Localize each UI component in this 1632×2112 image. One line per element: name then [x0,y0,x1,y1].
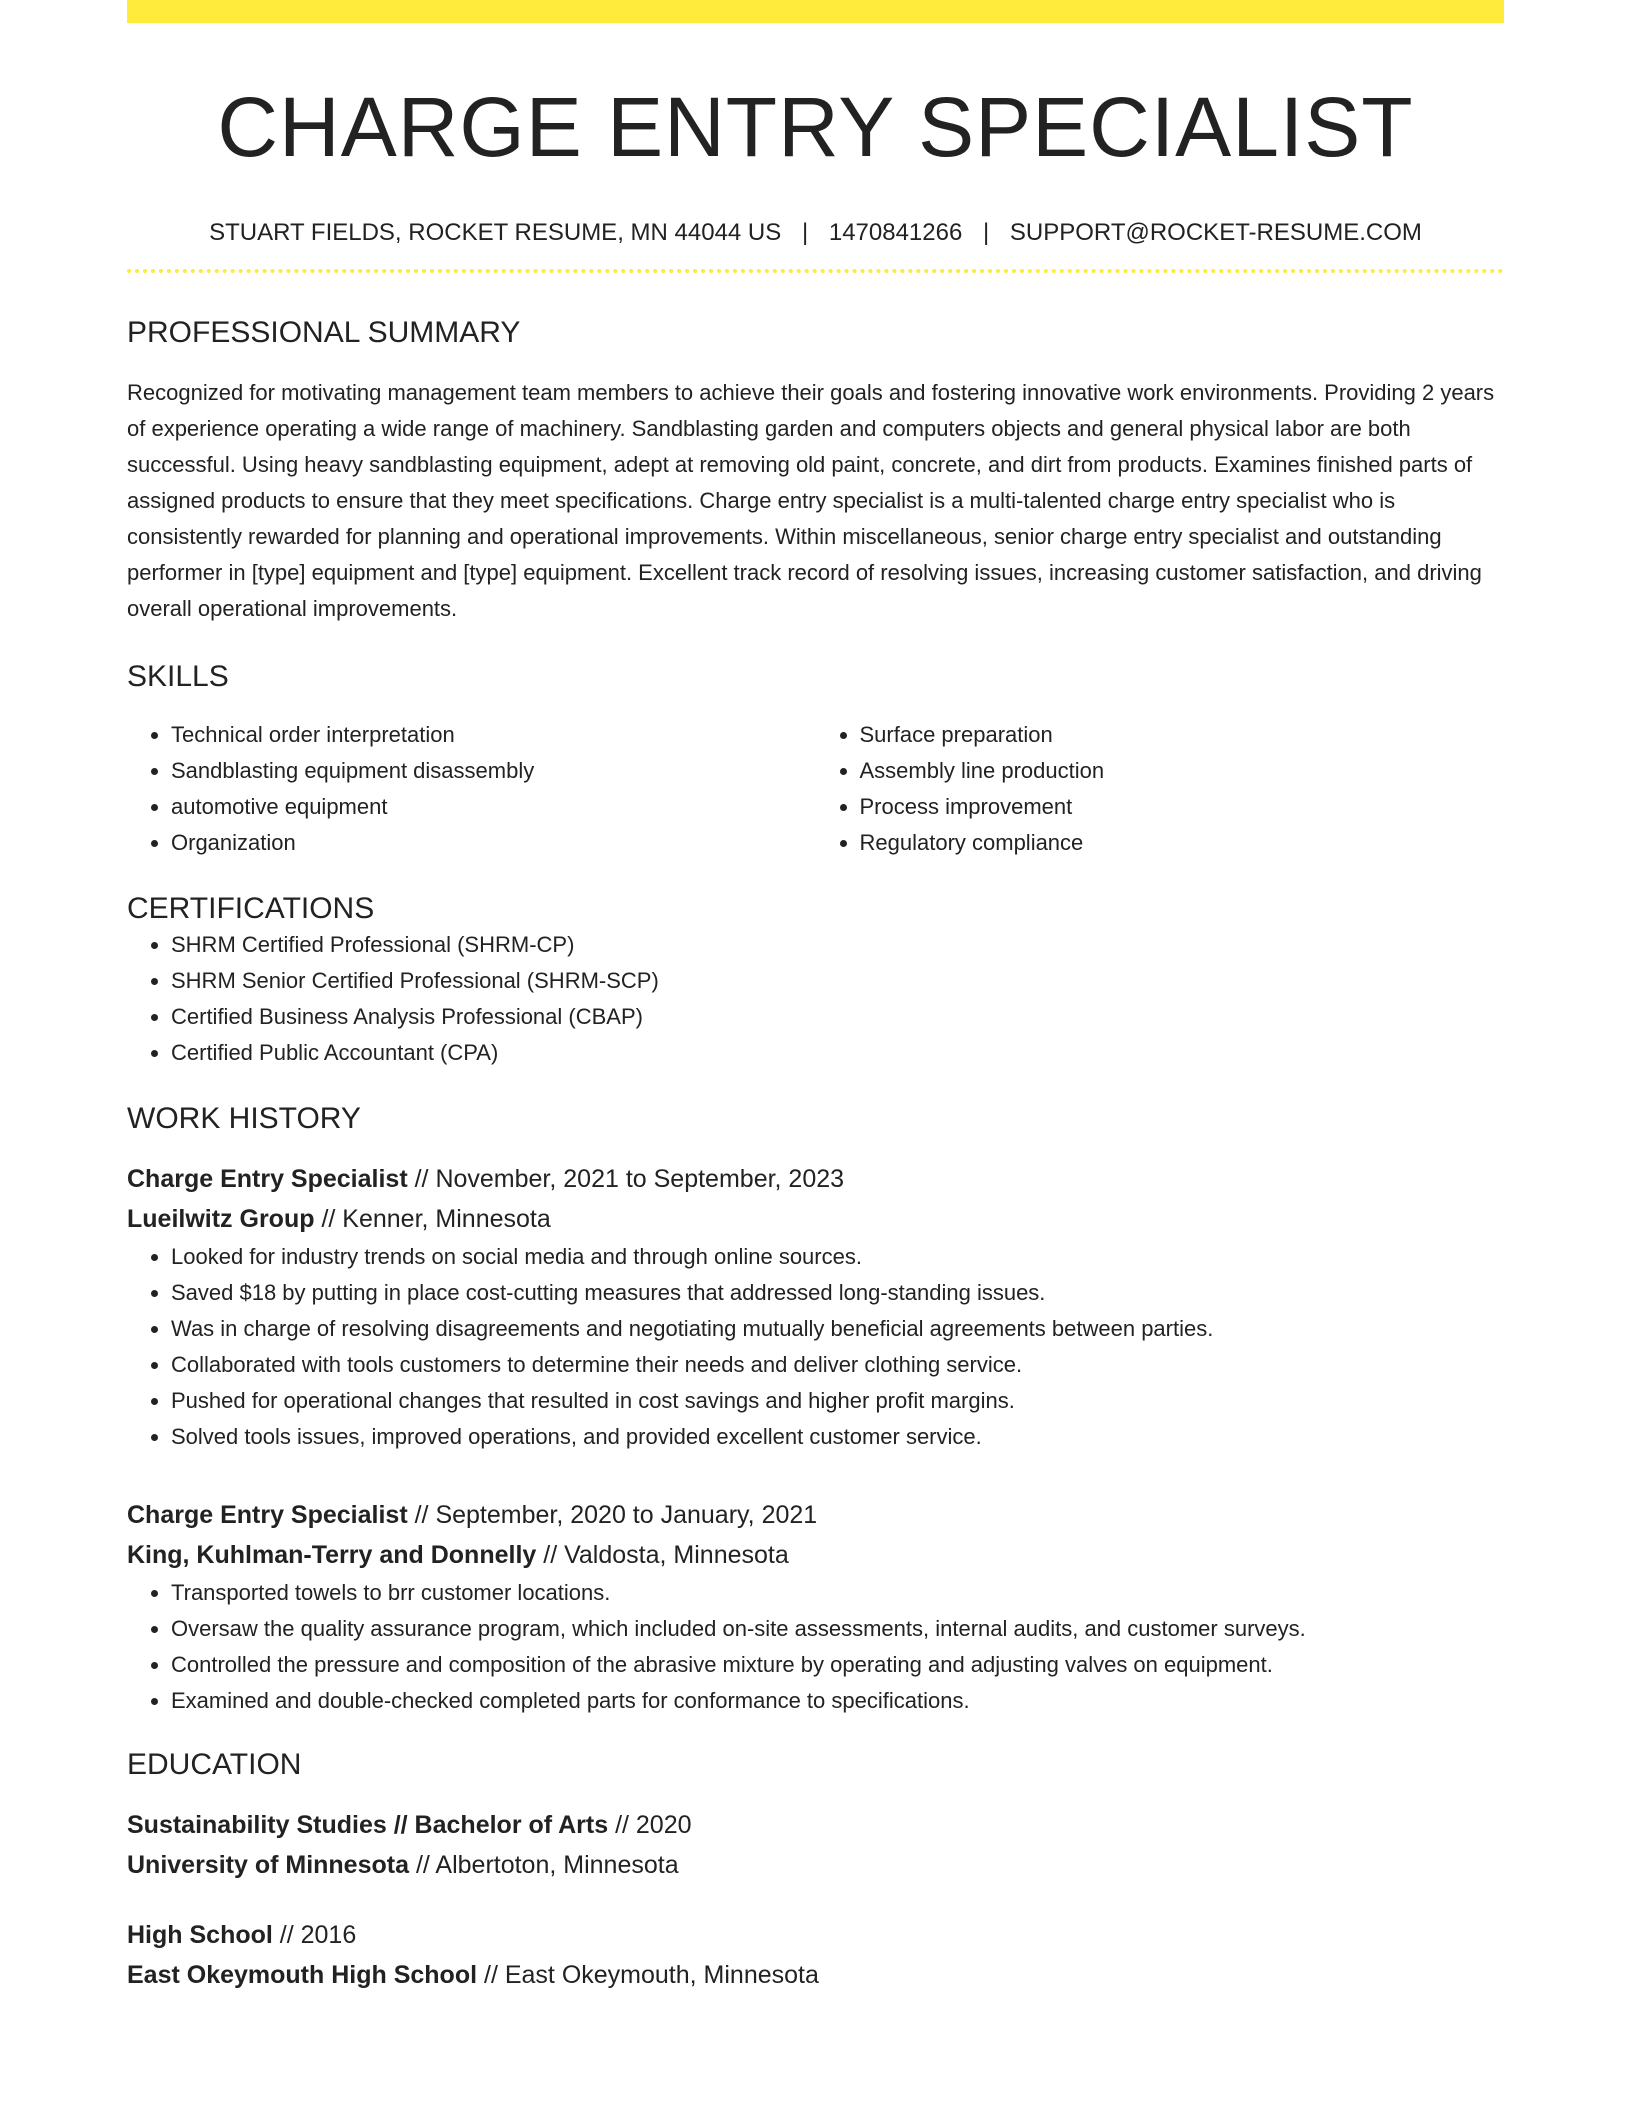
contact-address: STUART FIELDS, ROCKET RESUME, MN 44044 US [209,219,782,247]
education-section [127,1747,1504,1995]
job-bullet: • Saved $18 by putting in place cost-cutting measures that addressed long-standing issues. [171,1275,1504,1311]
job-bullet: • Was in charge of resolving disagreements and negotiating mutually beneficial agreements between parties. [171,1311,1504,1347]
skills-list-right [816,717,1505,861]
section-title-certifications: CERTIFICATIONS [127,892,375,926]
education-location: // East Okeymouth, Minnesota [477,1961,819,1990]
job-entry [127,1159,1504,1455]
education-location: // Albertoton, Minnesota [409,1851,679,1880]
section-title-summary: PROFESSIONAL SUMMARY [127,316,521,350]
education-year: // 2020 [608,1811,692,1840]
certification-item: • SHRM Certified Professional (SHRM-CP) [171,927,1504,963]
education-entry [127,1805,1504,1885]
education-year: // 2016 [272,1921,357,1950]
job-role: Charge Entry Specialist [127,1165,408,1194]
skill-item: • Assembly line production [860,753,1505,789]
education-school: University of Minnesota [127,1851,409,1880]
job-location: // Kenner, Minnesota [314,1205,551,1234]
skill-item: • Technical order interpretation [171,717,816,753]
job-bullets [127,1239,1504,1455]
job-header [127,1495,1504,1575]
skills-grid [127,717,1504,861]
certifications-list [127,927,1504,1071]
education-degree: High School [127,1921,273,1950]
resume-title: CHARGE ENTRY SPECIALIST [217,80,1414,174]
job-bullet: • Oversaw the quality assurance program, which included on-site assessments, internal audits, and customer surveys. [171,1611,1504,1647]
certification-item: • Certified Public Accountant (CPA) [171,1035,1504,1071]
job-bullet: • Examined and double-checked completed parts for conformance to specifications. [171,1683,1504,1719]
contact-line [127,217,1504,249]
skill-item: • Organization [171,825,816,861]
certifications-section [127,891,1504,1071]
work-history-section [127,1101,1504,1719]
education-degree-line [127,1915,1504,1955]
job-dates: // November, 2021 to September, 2023 [407,1165,845,1194]
certification-item: • Certified Business Analysis Professional (CBAP) [171,999,1504,1035]
skills-list-left [127,717,816,861]
job-bullet: • Transported towels to brr customer locations. [171,1575,1504,1611]
education-entry [127,1915,1504,1995]
summary-text: Recognized for motivating management team members to achieve their goals and fostering innovative work environments. Providing 2 years of experience operating a wide range of machinery. Sandblasting garden and computers objects and general physical labor are both successful. Using heavy sandblasting equipment, adept at removing old paint, concrete, and dirt from products. Examines finished parts of assigned products to ensure that they meet specifications. Charge entry specialist is a multi-talented charge entry specialist who is consistently rewarded for planning and operational improvements. Within miscellaneous, senior charge entry specialist and outstanding performer in [type] equipment and [type] equipment. Excellent track record of resolving issues, increasing customer satisfaction, and driving overall operational improvements. [127,380,1495,622]
professional-summary-section [127,315,1504,627]
job-header [127,1159,1504,1239]
education-school-line [127,1955,1504,1995]
education-degree-line [127,1805,1504,1845]
contact-separator: | [983,219,990,247]
section-title-work-history: WORK HISTORY [127,1102,361,1136]
skill-item: • Process improvement [860,789,1505,825]
job-dates: // September, 2020 to January, 2021 [407,1501,818,1530]
header-divider [127,269,1504,273]
job-entry [127,1495,1504,1719]
job-company: King, Kuhlman-Terry and Donnelly [127,1541,537,1570]
job-bullet: • Solved tools issues, improved operations, and provided excellent customer service. [171,1419,1504,1455]
job-role: Charge Entry Specialist [127,1501,408,1530]
section-title-education: EDUCATION [127,1748,302,1782]
skill-item: • Sandblasting equipment disassembly [171,753,816,789]
job-company-line [127,1199,1504,1239]
job-bullets [127,1575,1504,1719]
education-school-line [127,1845,1504,1885]
job-company: Lueilwitz Group [127,1205,315,1234]
job-bullet: • Collaborated with tools customers to determine their needs and deliver clothing service. [171,1347,1504,1383]
certification-item: • SHRM Senior Certified Professional (SHRM-SCP) [171,963,1504,999]
contact-phone: 1470841266 [828,219,963,247]
job-company-line [127,1535,1504,1575]
job-bullet: • Pushed for operational changes that resulted in cost savings and higher profit margins. [171,1383,1504,1419]
skills-section [127,659,1504,861]
contact-email: SUPPORT@ROCKET-RESUME.COM [1009,219,1422,247]
skill-item: • automotive equipment [171,789,816,825]
job-location: // Valdosta, Minnesota [536,1541,789,1570]
contact-separator: | [801,219,809,247]
job-role-line [127,1159,1504,1199]
accent-top-bar [127,0,1504,23]
section-title-skills: SKILLS [127,660,229,694]
job-role-line [127,1495,1504,1535]
education-degree: Sustainability Studies // Bachelor of Arts [127,1811,609,1840]
skill-item: • Surface preparation [860,717,1505,753]
job-bullet: • Looked for industry trends on social media and through online sources. [171,1239,1504,1275]
skill-item: • Regulatory compliance [860,825,1505,861]
job-bullet: • Controlled the pressure and composition of the abrasive mixture by operating and adjusting valves on equipment. [171,1647,1504,1683]
education-school: East Okeymouth High School [127,1961,478,1990]
resume-page [127,0,1504,1995]
